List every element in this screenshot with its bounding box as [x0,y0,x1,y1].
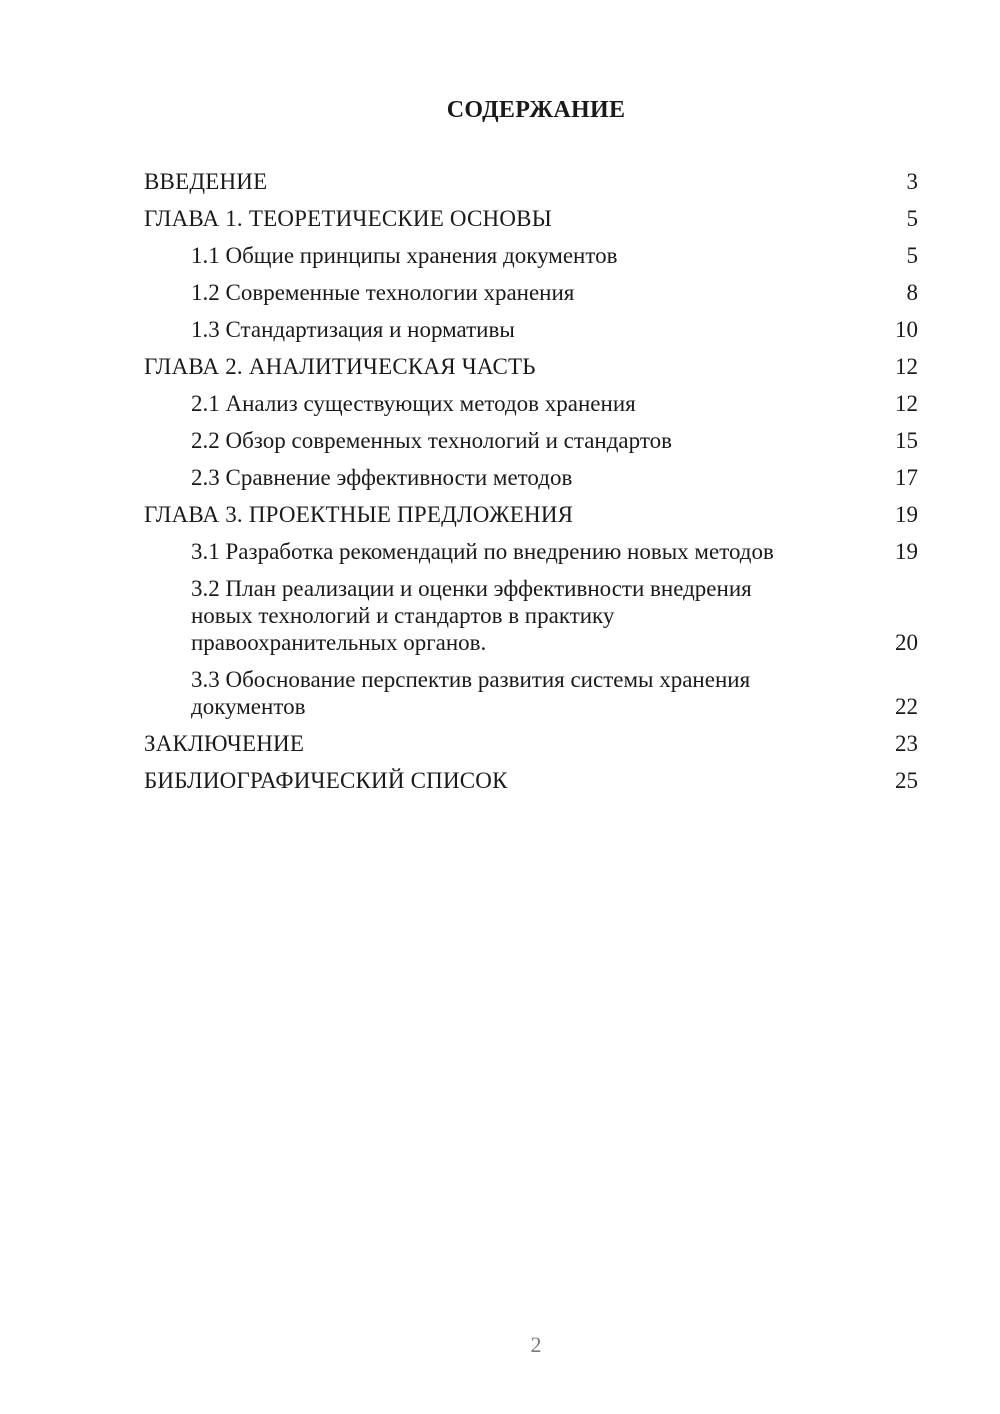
toc-entry-page: 19 [895,539,918,564]
page-title: СОДЕРЖАНИЕ [446,97,626,123]
toc-entry-text: 1.1 Общие принципы хранения документов [191,243,618,268]
toc-entry-page: 23 [895,731,918,756]
toc-entry-section-3-1[interactable] [144,538,918,565]
toc-entry-page: 15 [895,428,918,453]
toc-entry-page: 5 [906,243,918,268]
page-number: 2 [530,1332,542,1357]
toc-entry-text: 3.2 План реализации и оценки эффективности внедрения новых технологий и стандартов в практику правоохранительных органов. [191,576,752,655]
toc-entry-section-3-3[interactable] [144,666,918,720]
toc-entry-page: 3 [906,169,918,194]
toc-entry-conclusion[interactable] [144,730,918,757]
toc-entry-page: 25 [895,768,918,793]
toc-entry-chapter-3[interactable] [144,501,918,528]
toc-entry-text: ВВЕДЕНИЕ [144,169,268,194]
table-of-contents [144,168,918,804]
toc-entry-text: 2.1 Анализ существующих методов хранения [191,391,636,416]
toc-entry-text: 2.2 Обзор современных технологий и стандартов [191,428,672,453]
toc-entry-text: 2.3 Сравнение эффективности методов [191,465,573,490]
toc-entry-page: 8 [906,280,918,305]
toc-entry-bibliography[interactable] [144,767,918,794]
toc-entry-introduction[interactable] [144,168,918,195]
toc-entry-text: ГЛАВА 2. АНАЛИТИЧЕСКАЯ ЧАСТЬ [144,354,536,379]
toc-entry-page: 5 [906,206,918,231]
toc-entry-page: 12 [895,391,918,416]
toc-entry-section-2-2[interactable] [144,427,918,454]
toc-entry-chapter-2[interactable] [144,353,918,380]
toc-entry-page: 17 [895,465,918,490]
toc-entry-section-2-1[interactable] [144,390,918,417]
toc-entry-section-3-2[interactable] [144,575,918,656]
toc-entry-text: ГЛАВА 1. ТЕОРЕТИЧЕСКИЕ ОСНОВЫ [144,206,552,231]
toc-entry-chapter-1[interactable] [144,205,918,232]
toc-entry-section-2-3[interactable] [144,464,918,491]
toc-entry-text: 1.3 Стандартизация и нормативы [191,317,515,342]
toc-entry-page: 20 [895,630,918,655]
toc-entry-section-1-3[interactable] [144,316,918,343]
toc-entry-text: 3.1 Разработка рекомендаций по внедрению новых методов [191,539,774,564]
toc-entry-page: 22 [895,694,918,719]
toc-entry-text: ГЛАВА 3. ПРОЕКТНЫЕ ПРЕДЛОЖЕНИЯ [144,502,574,527]
toc-entry-page: 19 [895,502,918,527]
toc-entry-text: 3.3 Обоснование перспектив развития системы хранения документов [191,667,751,719]
toc-entry-page: 12 [895,354,918,379]
toc-entry-text: БИБЛИОГРАФИЧЕСКИЙ СПИСОК [144,768,508,793]
toc-entry-section-1-1[interactable] [144,242,918,269]
toc-entry-text: 1.2 Современные технологии хранения [191,280,575,305]
toc-entry-text: ЗАКЛЮЧЕНИЕ [144,731,305,756]
toc-entry-section-1-2[interactable] [144,279,918,306]
toc-entry-page: 10 [895,317,918,342]
